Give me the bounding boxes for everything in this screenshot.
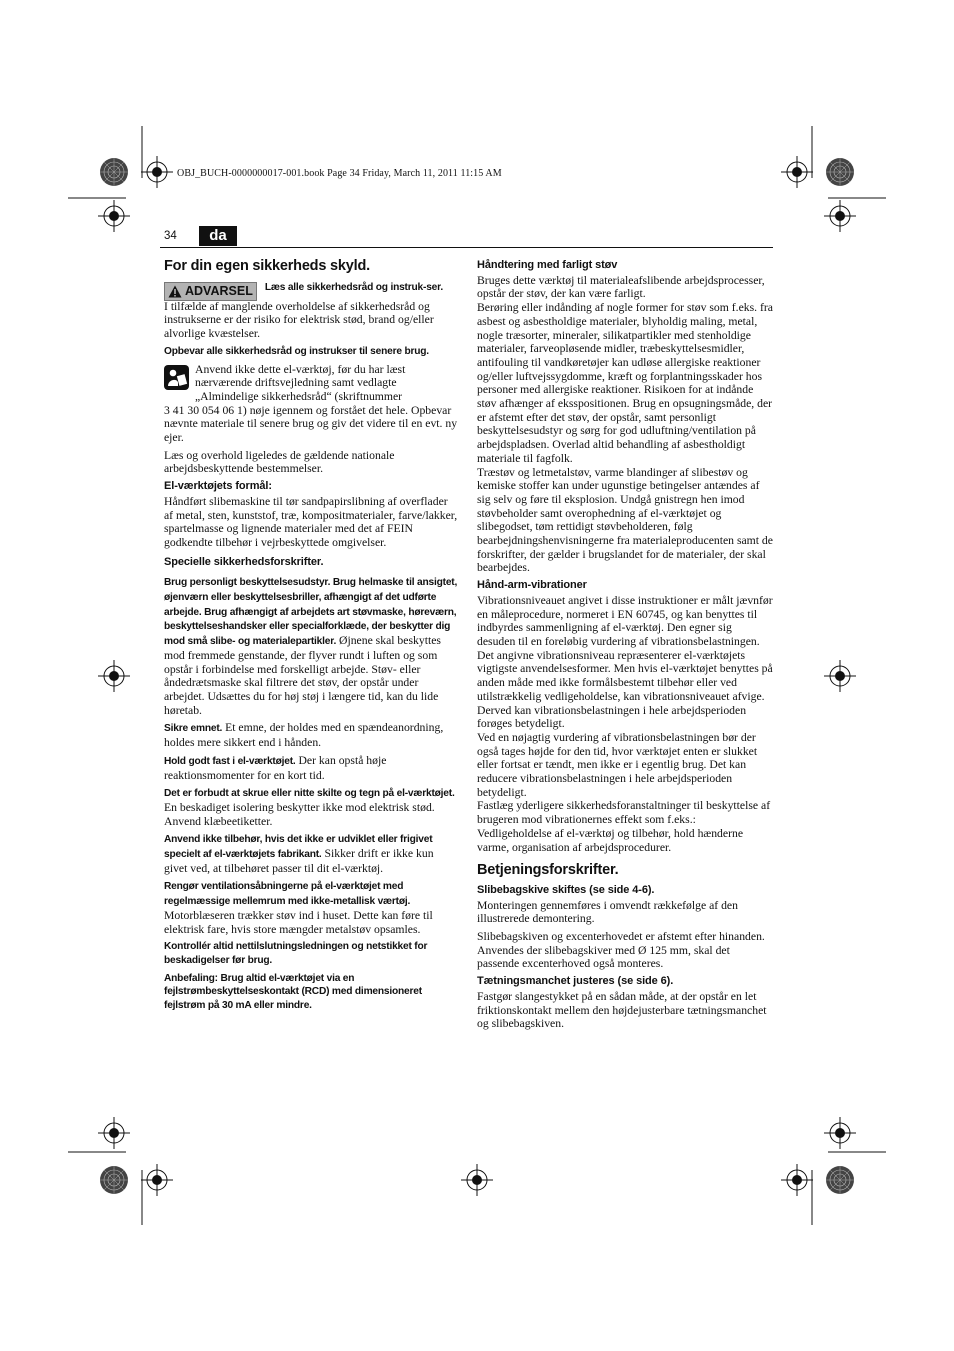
accessory-paragraph [164,832,459,875]
rivet-bold: Det er forbudt at skrue eller nitte skilte og tegn på el-værktøjet. [164,788,455,800]
ppe-text: Øjnene skal beskyttes mod fremmede genstande, der flyver rundt i luften og som opstår i forbindelse med forskelligt arbejde. Støv- eller åndedrætsmaske skal filtrere det støv, der opstår under arbejdet. Udsættes du for høj støj i længere tid, kan du lide høretab. [164,634,441,717]
rivet-text: En beskadiget isolering beskytter ikke mod elektrisk stød. Anvend klæbeetiketter. [164,800,435,828]
hold-text: Der kan opstå høje reaktionsmomenter for en kort tid. [164,753,387,782]
change-pad-paragraph-1: Monteringen gennemføres i omvendt rækkefølge af den illustrerede demontering. [477,898,738,926]
dust-paragraph-2: Berøring eller indånding af nogle former for støv som f.eks. fra asbest og asbestholdige materialer, blyholdig maling, metal, nogle træsorter, mineraler, silikatpartikler med stenholdige materialer, farveopløsende midler, træbeskyttelsesmidler, antifouling til vandkøretøjer kan udløse allergiske reaktioner og/eller luftvejssygdomme, kræft og forplantningsskader hos personer med allergiske reaktioner. Risikoen for at indånde støv afhænger af eksspositionen. Brug en opsugningsmåde, der er afstemt efter det støv, der opstår, samt personligt beskyttelsesudstyr og sørg for god udluftning/ventilation på arbejdspladsen. Overlad altid behandling af asbestholdigt materiale til fagfolk. [477,301,773,465]
warning-triangle-icon [168,285,182,298]
warning-badge-label: ADVARSEL [185,283,253,298]
manual-block [164,363,459,404]
cable-check: Kontrollér altid nettilslutningsledningen og netstikket for beskadigelser før brug. [164,941,428,966]
file-info: OBJ_BUCH-0000000017-001.book Page 34 Friday, March 11, 2011 11:15 AM [177,168,502,179]
warning-block [164,280,459,301]
purpose-text: Håndført slibemaskine til tør sandpapirslibning af overflader af metal, sten, kunststof, træ, kompositmaterialer, farve/lakker, spartelmasse og lignende materialer med det af FEIN godkendte tilbehør i vejrbeskyttede omgivelser. [164,494,458,549]
language-tab: da [199,226,237,246]
vibration-paragraph-3: Ved en nøjagtig vurdering af vibrationsbelastningen bør der også tages højde for den tid, hvor værktøjet enten er slukket eller fortsat er tændt, men ikke er i egentlig brug. Det kan reducere vibrationsbelastningen i hele arbejdsperioden betydeligt. [477,730,758,799]
manual-text: Anvend ikke dette el-værktøj, før du har læst nærværende driftsvejledning samt vedlagte „Almindelige sikkerhedsråd“ (skriftnummer [195,362,406,403]
change-pad-heading: Slibebagskive skiftes (se side 4-6). [477,883,655,896]
keep-instructions: Opbevar alle sikkerhedsråd og instrukser til senere brug. [164,345,429,357]
warning-text: I tilfælde af manglende overholdelse af sikkerhedsråd og instrukserne er der risiko for elektrisk stød, brand og/eller alvorlige kvæstelser. [164,299,434,341]
dust-paragraph-3: Træstøv og letmetalstøv, varme blandinger af slibestøv og kemiske stoffer kan under ugunstige betingelser antændes af sig selv og føre til eksplosion. Undgå gnistregn hen imod støvbeholder samt overophedning af el-værktøjet og slibegodset, tøm rettidigt støvbeholderen, følg bearbejdningshenvisningerne fra materialeproducenten samt de forskrifter, der gælder i brugslandet for de materialer, der skal bearbejdes. [477,465,773,575]
seal-paragraph: Fastgør slangestykket på en sådan måde, at der opstår en let friktionskontakt mellem den højdejusterbare tætningsmanchet og slibebagskiven. [477,989,767,1031]
hold-bold: Hold godt fast i el-værktøjet. [164,755,296,767]
special-rules-heading: Specielle sikkerhedsforskrifter. [164,555,324,568]
header-rule [160,247,773,248]
vibration-heading: Hånd-arm-vibrationer [477,579,587,592]
operation-heading: Betjeningsforskrifter. [477,862,619,879]
warning-bold: Læs alle sikkerhedsråd og instruk-ser. [264,281,443,293]
secure-text: Et emne, der holdes med en spændeanordning, holdes mere sikkert end i hånden. [164,721,444,750]
ppe-bold: Brug personligt beskyttelsesudstyr. Brug helmaske til ansigtet, øjenværn eller beskyttelsesbriller, afhængigt af det udførte arbejde. Brug afhængigt af arbejdets art støvmaske, høreværn, beskyttelseshandsker eller specialforklæde, der beskytter dig mod små slibe- og materialepartikler. [164,577,458,648]
section-title-safety: For din egen sikkerheds skyld. [164,258,370,274]
seal-heading: Tætningsmanchet justeres (se side 6). [477,975,674,988]
vent-bold: Rengør ventilationsåbningerne på el-værktøjet med regelmæssige mellemrum med ikke-metallisk værtøj. [164,881,411,908]
dust-paragraph-1: Bruges dette værktøj til materialeafslibende arbejdsprocesser, opstår der støv, der kan være farligt. [477,273,765,301]
hold-paragraph [164,754,459,782]
rcd-recommendation: Anbefaling: Brug altid el-værktøjet via en fejlstrømbeskyttelseskontakt (RCD) med dimensioneret fejlstrøm på 30 mA eller mindre. [164,972,422,1012]
secure-bold: Sikre emnet. [164,723,223,735]
ppe-paragraph [164,575,459,717]
accessory-text: Sikker drift er ikke kun givet ved, at tilbehøret passer til dit el-værktøj. [164,847,434,875]
dust-heading: Håndtering med farligt støv [477,259,618,271]
warning-badge [164,282,257,301]
vent-paragraph [164,879,459,936]
secure-paragraph [164,721,459,749]
regulations-text: Læs og overhold ligeledes de gældende nationale arbejdsbeskyttende bestemmelser. [164,448,395,476]
left-column [164,257,459,1017]
vibration-paragraph-1: Vibrationsniveauet angivet i disse instruktioner er målt jævnfør en måleprocedure, normeret i EN 60745, og kan benyttes til indbyrdes sammenligning af el-værktøj. Den egner sig desuden til en foreløbig vurdering af vibrationsbelastningen. [477,593,773,648]
accessory-bold: Anvend ikke tilbehør, hvis det ikke er udviklet eller frigivet specielt af el-værktøjets fabrikant. [164,834,433,861]
rivet-paragraph [164,786,459,828]
manual-text-2: 3 41 30 054 06 1) nøje igennem og forstået det hele. Opbevar nævnte materiale til senere brug og giv det videre til en evt. ny ejer. [164,403,458,445]
right-column [477,257,773,1035]
read-manual-icon [164,365,189,390]
vibration-paragraph-4: Fastlæg yderligere sikkerhedsforanstaltninger til beskyttelse af brugeren mod vibrationernes effekt som f.eks.: Vedligeholdelse af el-værktøj og tilbehør, hold hænderne varme, organisation af arbejdsprocedurer. [477,799,771,854]
purpose-heading: El-værktøjets formål: [164,480,272,493]
page-number: 34 [164,230,177,242]
vibration-paragraph-2: Det angivne vibrationsniveau repræsenterer el-værktøjets vigtigste anvendelsesformer. Men hvis el-værktøjet benyttes på anden måde med ikke formålsbestemt tilbehør eller ved utilstrækkelig vedligeholdelse, kan vibrationsniveauet afvige. Derved kan vibrationsbelastningen i hele arbejdsperioden forøges betydeligt. [477,648,773,731]
vent-text: Motorblæseren trækker støv ind i huset. Dette kan føre til elektrisk fare, hvis store mængder metalstøv opsamles. [164,908,433,936]
change-pad-paragraph-2: Slibebagskiven og excenterhovedet er afstemt efter hinanden. Anvendes der slibebagskiver med Ø 125 mm, skal det passende excenterhoved også monteres. [477,930,765,971]
